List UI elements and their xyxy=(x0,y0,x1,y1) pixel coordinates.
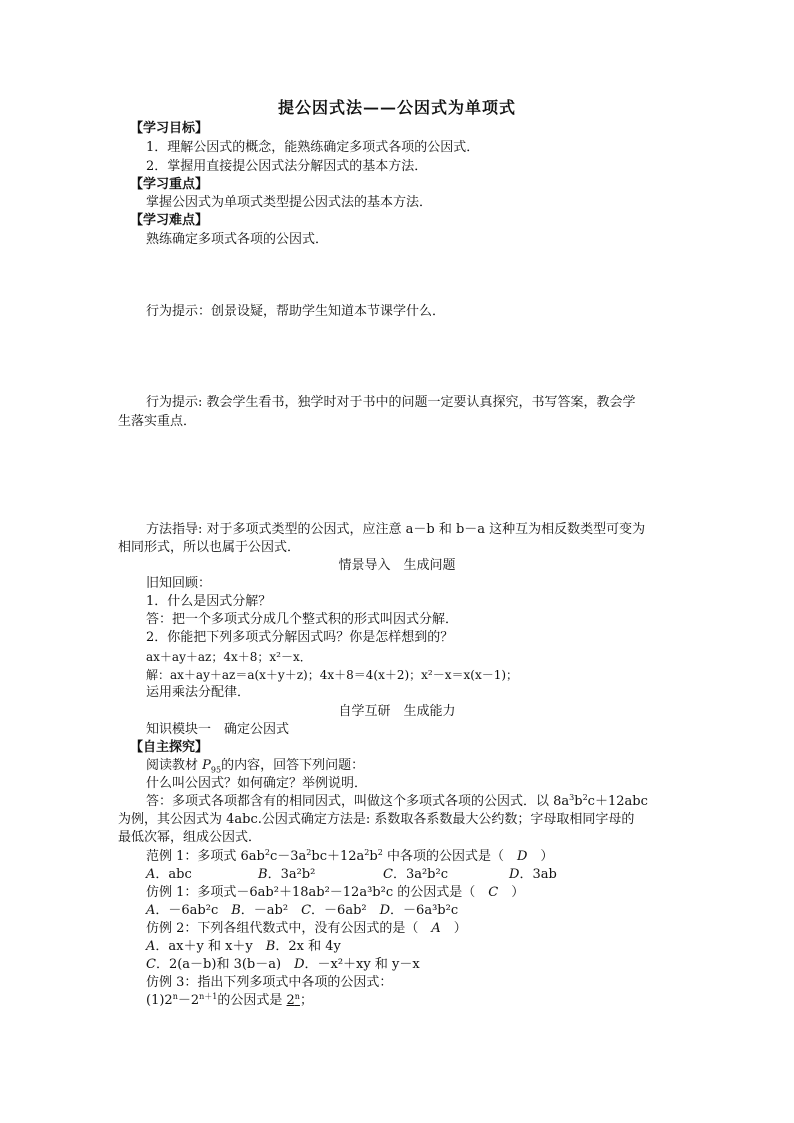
answer-text-a: 答：多项式各项都含有的相同因式，叫做这个多项式各项的公因式．以 8a xyxy=(146,794,570,809)
option-text: ．－6ab²c xyxy=(155,903,232,918)
option-letter: D xyxy=(509,867,520,882)
option-text: ．ax＋y 和 x＋y xyxy=(155,939,266,954)
section-heading-selfstudy: 自学互研 生成能力 xyxy=(338,704,456,719)
practice-2-options-ab xyxy=(146,938,341,956)
answer-exp-1: 3 xyxy=(569,793,575,802)
fx2-text: 仿例 2：下列各组代数式中，没有公因式的是（ xyxy=(146,921,432,936)
practice-2-question xyxy=(146,920,467,938)
section-heading-intro: 情景导入 生成问题 xyxy=(338,558,456,573)
option-letter: D xyxy=(294,957,305,972)
method-guide-line2: 相同形式，所以也属于公因式． xyxy=(118,540,301,555)
option-text: ．－x²＋xy 和 y－x xyxy=(304,957,420,972)
option-letter: A xyxy=(146,903,156,918)
ex1-text: ） xyxy=(527,849,554,864)
option-text: ．3a²b²c xyxy=(392,867,449,882)
common-factor-question: 什么叫公因式？如何确定？举例说明． xyxy=(146,776,368,791)
example-1-question xyxy=(146,848,553,866)
option-text: ．3a²b² xyxy=(267,867,316,882)
option-text: ．2(a－b)和 3(b－a) xyxy=(155,957,295,972)
ex1-answer: D xyxy=(516,849,528,864)
page-title: 提公因式法——公因式为单项式 xyxy=(277,98,516,117)
fx3-text: ； xyxy=(299,993,313,1008)
objective-item-1: 1．理解公因式的概念，能熟练确定多项式各项的公因式． xyxy=(146,140,480,155)
fx3-text: －2 xyxy=(177,993,200,1008)
keypoint-text: 掌握公因式为单项式类型提公因式法的基本方法． xyxy=(146,195,433,210)
common-factor-answer-line2: 为例，其公因式为 4abc.公因式确定方法是: 系数取各系数最大公约数；字母取相同字母的 xyxy=(118,812,635,827)
fx1-text: ） xyxy=(498,885,525,900)
answer-text-b: b xyxy=(574,794,583,809)
difficulty-heading: 【学习难点】 xyxy=(130,213,209,228)
read-prefix: 阅读教材 xyxy=(146,758,203,773)
practice-3-item-1 xyxy=(146,992,313,1010)
option-text: ．－6a³b²c xyxy=(390,903,459,918)
option-letter: B xyxy=(265,939,276,954)
option-text: ．2x 和 4y xyxy=(275,939,341,954)
option-letter: B xyxy=(258,867,268,882)
option-letter: C xyxy=(301,903,312,918)
page-ref: P xyxy=(202,758,211,773)
keypoint-heading: 【学习重点】 xyxy=(130,177,209,192)
fx1-answer: C xyxy=(488,885,499,900)
objective-item-2: 2．掌握用直接提公因式法分解因式的基本方法． xyxy=(146,159,428,174)
option-letter: C xyxy=(383,867,393,882)
read-suffix: 的内容，回答下列问题： xyxy=(221,758,365,773)
page-ref-number: 95 xyxy=(210,765,222,775)
fx3-exp: n＋1 xyxy=(199,992,218,1001)
example-1-option-b xyxy=(258,866,315,884)
ex1-exp: 2 xyxy=(377,848,383,857)
option-text: ．－ab² xyxy=(240,903,302,918)
practice-1-question xyxy=(146,884,524,902)
fx1-text: 仿例 1：多项式－6ab²＋18ab²－12a³b²c 的公因式是（ xyxy=(146,885,489,900)
option-letter: A xyxy=(146,867,156,882)
option-letter: D xyxy=(379,903,391,918)
answer-exp-2: 2 xyxy=(582,793,588,802)
option-letter: A xyxy=(146,939,156,954)
fx3-answer xyxy=(287,993,300,1008)
ex1-exp: 2 xyxy=(264,848,270,857)
fx3-answer-base: 2 xyxy=(286,993,295,1008)
factoring-solution: 解：ax＋ay＋az＝a(x＋y＋z)；4x＋8＝4(x＋2)；x²－x＝x(x－1)； xyxy=(146,668,519,682)
fx3-text: (1)2 xyxy=(146,993,173,1008)
difficulty-text: 熟练确定多项式各项的公因式． xyxy=(146,232,329,247)
option-text: ．3ab xyxy=(519,867,557,882)
ex1-text: 范例 1：多项式 6ab xyxy=(146,849,265,864)
common-factor-answer-line1 xyxy=(146,793,648,811)
explore-heading: 【自主探究】 xyxy=(130,740,209,755)
objectives-heading: 【学习目标】 xyxy=(130,121,209,136)
review-label: 旧知回顾： xyxy=(146,576,212,591)
fx3-answer-exp: n xyxy=(294,992,300,1001)
example-1-option-a xyxy=(146,866,192,884)
ex1-text: bc＋12a xyxy=(311,849,365,864)
knowledge-module-title: 知识模块一 确定公因式 xyxy=(146,722,290,737)
option-letter: B xyxy=(231,903,241,918)
review-question-2: 2．你能把下列多项式分解因式吗？你是怎样想到的？ xyxy=(146,630,454,645)
fx2-text: ） xyxy=(440,921,467,936)
fx3-exp: n xyxy=(172,992,178,1001)
behavior-hint-2-line1: 行为提示: 教会学生看书，独学时对于书中的问题一定要认真探究，书写答案，教会学 xyxy=(146,395,636,410)
behavior-hint-1: 行为提示：创景设疑，帮助学生知道本节课学什么． xyxy=(146,304,446,319)
ex1-text: c－3a xyxy=(269,849,307,864)
example-1-option-c xyxy=(383,866,448,884)
practice-3-question: 仿例 3：指出下列多项式中各项的公因式： xyxy=(146,975,393,990)
ex1-exp: 2 xyxy=(306,848,312,857)
review-answer-1: 答：把一个多项式分成几个整式积的形式叫因式分解． xyxy=(146,612,459,627)
distributive-law-note: 运用乘法分配律． xyxy=(146,685,251,700)
practice-1-options xyxy=(146,902,458,920)
fx2-answer: A xyxy=(431,921,441,936)
option-text: ．－6ab² xyxy=(311,903,380,918)
behavior-hint-2-line2: 生落实重点． xyxy=(118,414,197,429)
fx3-text: 的公因式是 xyxy=(217,993,287,1008)
practice-2-options-cd xyxy=(146,956,420,974)
ex1-text: b xyxy=(369,849,378,864)
polynomial-list: ax＋ay＋az；4x＋8；x²－x． xyxy=(146,650,312,664)
ex1-text: 中各项的公因式是（ xyxy=(382,849,517,864)
option-letter: C xyxy=(146,957,156,972)
example-1-option-d xyxy=(509,866,557,884)
answer-text-c: c＋12abc xyxy=(587,794,648,809)
review-question-1: 1．什么是因式分解？ xyxy=(146,594,272,609)
option-text: ．abc xyxy=(155,867,192,882)
common-factor-answer-line3: 最低次幂，组成公因式． xyxy=(118,830,262,845)
method-guide-line1: 方法指导: 对于多项式类型的公因式，应注意 a－b 和 b－a 这种互为相反数类型可变为 xyxy=(146,522,646,537)
ex1-exp: 2 xyxy=(364,848,370,857)
